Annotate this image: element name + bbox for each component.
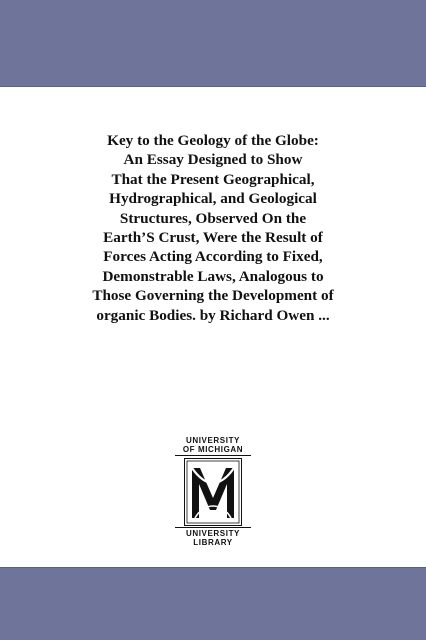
- title-line: Earth’S Crust, Were the Result of: [103, 229, 323, 247]
- title-line: That the Present Geographical,: [111, 170, 315, 188]
- title-line: Key to the Geology of the Globe:: [107, 132, 319, 149]
- title-line: Structures, Observed On the: [119, 209, 307, 227]
- university-of-michigan-seal-icon: [184, 458, 242, 526]
- logo-divider: [175, 527, 251, 528]
- title-line: An Essay Designed to Show: [123, 151, 303, 169]
- logo-divider: [175, 455, 251, 456]
- title-line: Those Governing the Development of: [92, 287, 334, 305]
- logo-text-library: LIBRARY: [193, 538, 233, 547]
- title-line: Forces Acting According to Fixed,: [103, 248, 323, 266]
- bottom-color-band: [0, 567, 426, 640]
- title-line: Demonstrable Laws, Analogous to: [102, 267, 324, 285]
- logo-text-of-michigan: OF MICHIGAN: [182, 445, 244, 454]
- logo-text-university: UNIVERSITY: [185, 436, 240, 445]
- title-line: Hydrographical, and Geological: [109, 190, 317, 208]
- title-line: organic Bodies. by Richard Owen ...: [96, 306, 330, 324]
- book-title: [40, 131, 386, 325]
- top-color-band: [0, 0, 426, 87]
- logo-text-university-bottom: UNIVERSITY: [185, 529, 240, 538]
- university-library-logo: [173, 436, 253, 566]
